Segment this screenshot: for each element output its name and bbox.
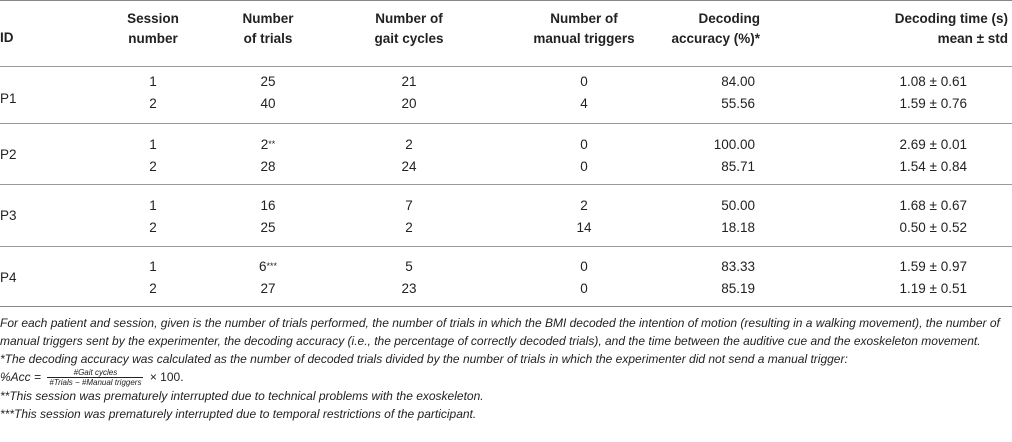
cell-session: 1 (149, 74, 157, 89)
header-manual (533, 9, 634, 49)
cell-session: 2 (149, 281, 157, 296)
cell-time: 2.69 ± 0.01 (899, 137, 967, 152)
cell-manual: 14 (576, 220, 592, 235)
footnote-star2: **This session was prematurely interrupted due to technical problems with the exoskeleton. (0, 389, 484, 404)
cell-trials: 27 (260, 281, 276, 296)
cell-gait: 24 (401, 159, 417, 174)
cell-manual: 0 (580, 137, 588, 152)
cell-session: 1 (149, 137, 157, 152)
cell-gait: 21 (401, 74, 417, 89)
cell-manual: 0 (580, 259, 588, 274)
header-session-line1: Session (127, 11, 179, 26)
formula-rhs: × 100. (149, 370, 184, 384)
group-divider (0, 246, 1012, 247)
header-accuracy-line2: accuracy (%)* (671, 31, 760, 46)
cell-time: 1.08 ± 0.61 (899, 74, 967, 89)
cell-session: 2 (149, 96, 157, 111)
header-bottom-rule (0, 66, 1012, 67)
group-divider (0, 123, 1012, 124)
cell-trials: 28 (260, 159, 276, 174)
cell-manual: 0 (580, 74, 588, 89)
formula-fraction (47, 368, 143, 387)
cell-session: 2 (149, 220, 157, 235)
header-accuracy-line1: Decoding (698, 11, 760, 26)
header-trials (242, 9, 293, 49)
header-session (127, 9, 179, 49)
cell-gait: 2 (405, 220, 413, 235)
cell-trials: 40 (260, 96, 276, 111)
header-session-line2: number (128, 31, 178, 46)
cell-gait: 7 (405, 198, 413, 213)
header-manual-line2: manual triggers (533, 31, 635, 46)
table-bottom-rule (0, 306, 1012, 307)
header-time-line2: mean ± std (937, 31, 1008, 46)
cell-session: 2 (149, 159, 157, 174)
table-header (0, 0, 1012, 67)
cell-session: 1 (149, 198, 157, 213)
cell-trials: 16 (260, 198, 276, 213)
cell-accuracy: 55.56 (721, 96, 755, 111)
cell-trials: 25 (260, 74, 276, 89)
footnote-star1: *The decoding accuracy was calculated as the number of decoded trials divided by the number of trials in which the experimenter did not send a manual trigger: (0, 352, 848, 366)
group-divider (0, 184, 1012, 185)
cell-time: 0.50 ± 0.52 (899, 220, 967, 235)
cell-accuracy: 85.19 (721, 281, 755, 296)
cell-time: 1.68 ± 0.67 (899, 198, 967, 213)
header-accuracy (671, 9, 760, 49)
footnote-main: For each patient and session, given is the number of trials performed, the number of trials in which the BMI decoded the intention of motion (resulting in a walking movement), the number of manual triggers sent by the experimenter, the decoding accuracy (i.e., the percentage of correctly decoded trials), and the time between the auditive cue and the exoskeleton movement. (0, 316, 1000, 348)
cell-time: 1.19 ± 0.51 (899, 281, 967, 296)
header-gait-line2: gait cycles (374, 31, 444, 46)
cell-accuracy: 85.71 (721, 159, 755, 174)
cell-time: 1.59 ± 0.76 (899, 96, 967, 111)
cell-manual: 0 (580, 159, 588, 174)
group-id: P3 (0, 208, 17, 223)
header-gait-line1: Number of (375, 11, 443, 26)
header-id: ID (0, 30, 14, 45)
header-manual-line1: Number of (550, 11, 618, 26)
cell-trials: 6*** (258, 259, 278, 274)
formula-numerator: #Gait cycles (47, 368, 143, 378)
header-time-line1: Decoding time (s) (894, 11, 1008, 26)
cell-accuracy: 50.00 (721, 198, 755, 213)
group-id: P1 (0, 91, 17, 106)
formula-lhs: %Acc = (0, 370, 42, 384)
header-gait (374, 9, 443, 49)
header-trials-line1: Number (242, 11, 294, 26)
group-id: P2 (0, 147, 17, 162)
cell-trials: 2** (260, 137, 276, 152)
table-footnotes (0, 314, 1008, 423)
cell-time: 1.54 ± 0.84 (899, 159, 967, 174)
cell-time: 1.59 ± 0.97 (899, 259, 967, 274)
cell-accuracy: 100.00 (713, 137, 755, 152)
formula-denominator: #Trials − #Manual triggers (49, 378, 142, 388)
header-trials-line2: of trials (243, 31, 293, 46)
cell-manual: 2 (580, 198, 588, 213)
cell-gait: 20 (401, 96, 417, 111)
group-id: P4 (0, 270, 17, 285)
cell-trials: 25 (260, 220, 276, 235)
accuracy-formula (0, 368, 1008, 387)
cell-accuracy: 18.18 (721, 220, 755, 235)
cell-gait: 2 (405, 137, 413, 152)
cell-gait: 5 (405, 259, 413, 274)
cell-gait: 23 (401, 281, 417, 296)
cell-manual: 0 (580, 281, 588, 296)
cell-manual: 4 (580, 96, 588, 111)
header-time (895, 9, 1008, 49)
cell-accuracy: 83.33 (721, 259, 755, 274)
footnote-star3: ***This session was prematurely interrupted due to temporal restrictions of the participant. (0, 407, 477, 422)
cell-session: 1 (149, 259, 157, 274)
cell-accuracy: 84.00 (721, 74, 755, 89)
